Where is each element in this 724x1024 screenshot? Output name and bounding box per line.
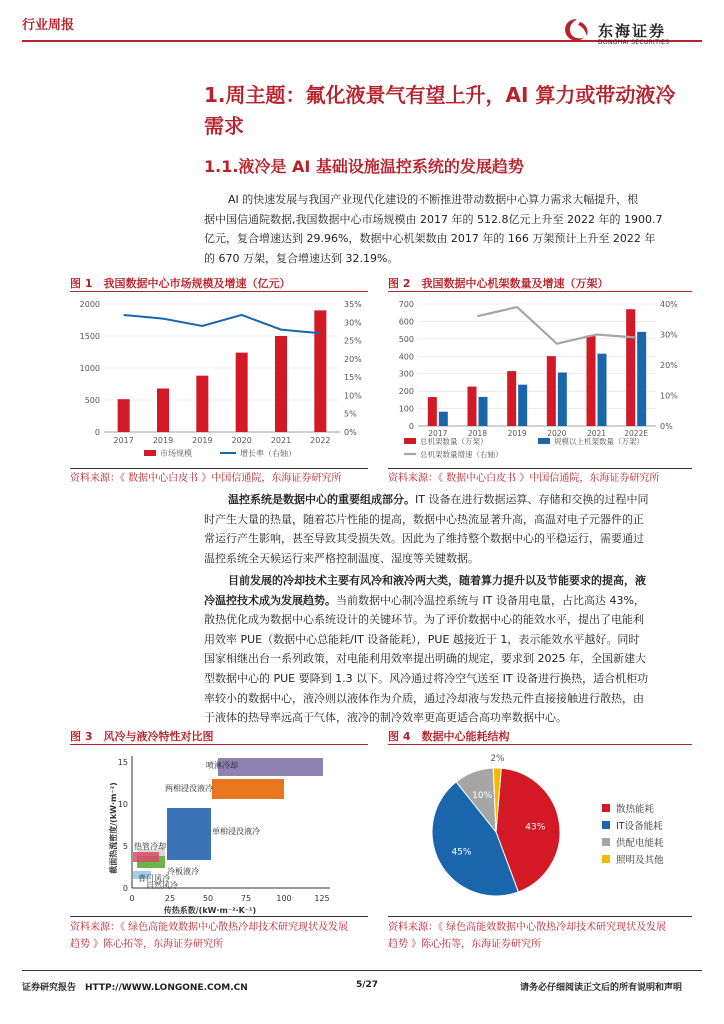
text-line: 型数据中心的 PUE 要降到 1.3 以下。风冷通过将冷空气送至 IT 设备进行换热，适合机柜功	[204, 671, 649, 685]
line-growth-rate	[124, 315, 321, 333]
figure2-rule	[388, 291, 692, 292]
figure2-chart	[388, 294, 692, 464]
y-tick: 2000	[79, 300, 100, 309]
legend-swatch-large	[538, 438, 550, 444]
legend-label-large: 规模以上机架数量（万架）	[554, 437, 644, 446]
logo-brand-cn: 东海证券	[598, 22, 667, 40]
legend-swatch-bar	[144, 450, 156, 456]
figure4-bottom-rule	[388, 916, 692, 917]
y2-tick: 5%	[344, 409, 357, 419]
legend-label: 照明及其他	[616, 855, 664, 866]
line-rack-growth	[478, 307, 637, 344]
label-single-phase: 单相浸没液冷	[212, 827, 260, 836]
figure4-rule	[388, 744, 692, 745]
y2-tick: 40%	[660, 300, 678, 309]
footer-rule	[22, 970, 702, 971]
figure4-chart	[388, 748, 692, 916]
bar-large-scale-racks	[598, 354, 607, 426]
paragraph-cooling	[204, 571, 692, 728]
x-axis-label: 传热系数/(kW·m⁻²·K⁻¹)	[163, 906, 257, 915]
text-line: 时产生大量的热量，随着芯片性能的提高，数据中心热流显著升高，高温对电子元器件的正	[204, 512, 644, 526]
text-line: 的 670 万架，复合增速达到 32.19%。	[204, 251, 399, 265]
x-tick: 75	[240, 894, 252, 903]
y2-tick: 10%	[344, 391, 362, 401]
y2-tick: 15%	[344, 373, 362, 383]
bar-total-racks	[547, 356, 556, 426]
y2-tick: 25%	[344, 336, 362, 346]
y2-tick: 0%	[660, 422, 673, 431]
pie-label: 43%	[525, 822, 546, 833]
text-line: 据中国信通院数据,我国数据中心市场规模由 2017 年的 512.8亿元上升至 2022 年的 1900.7	[204, 212, 663, 226]
y-axis-label: 截面热流密度/(kW·m⁻²)	[109, 782, 118, 874]
y2-tick: 0%	[344, 428, 357, 437]
y2-tick: 10%	[660, 391, 678, 401]
y-tick: 0	[408, 422, 414, 431]
bar-market-size	[275, 336, 287, 432]
label-two-phase: 两相浸没液冷	[165, 784, 213, 793]
y-tick: 5	[122, 842, 128, 851]
y-tick: 600	[398, 317, 414, 327]
text-line: 用效率 PUE（数据中心总能耗/IT 设备能耗），PUE 越接近于 1，表示能效水平越好。同时	[204, 632, 640, 646]
subsection-heading: 1.1.液冷是 AI 基础设施温控系统的发展趋势	[204, 157, 524, 176]
logo-brand-en: DONGHAI SECURITIES	[598, 39, 670, 46]
y-tick: 700	[398, 300, 414, 309]
text-line: 温控系统全天候运行来严格控制温度、湿度等关键数据。	[204, 551, 479, 565]
figure1-title: 图 1 我国数据中心市场规模及增速（亿元）	[70, 277, 291, 290]
x-tick: 2022E	[624, 429, 649, 438]
bar-total-racks	[468, 387, 477, 426]
x-tick: 125	[314, 894, 330, 903]
legend-label-line: 增长率（右轴）	[240, 449, 296, 458]
text-line: AI 的快速发展与我国产业现代化建设的不断推进带动数据中心算力需求大幅提升，根	[228, 193, 639, 206]
y2-tick: 20%	[660, 361, 678, 370]
y-tick: 0	[122, 884, 128, 893]
legend-swatch	[602, 855, 610, 863]
footer-disclaimer: 请务必仔细阅读正文后的所有说明和声明	[520, 983, 683, 993]
text-line: 散热优化成为数据中心系统设计的关键环节。为了评价数据中心的能效水平，提出了电能利	[204, 613, 644, 627]
source-line: 资料来源：《 绿色高能效数据中心散热冷却技术研究现状及发展	[70, 922, 349, 933]
paragraph-intro	[204, 190, 692, 268]
bar-large-scale-racks	[439, 412, 448, 426]
x-tick: 2017	[428, 429, 448, 438]
section-heading: 1.周主题：氟化液景气有望上升，AI 算力或带动液冷需求	[204, 83, 676, 138]
bar-market-size	[118, 399, 130, 432]
pie-label: 2%	[490, 754, 505, 765]
bar-total-racks	[507, 371, 516, 426]
bar-large-scale-racks	[479, 397, 488, 426]
figure2-title: 图 2 我国数据中心机架数量及增速（万架）	[388, 277, 609, 290]
x-tick: 2020	[547, 429, 567, 438]
figure4-source	[388, 919, 692, 953]
report-type-tag: 行业周报	[22, 18, 75, 33]
bar-large-scale-racks	[637, 332, 646, 426]
x-tick: 2019	[507, 429, 527, 438]
paragraph-thermal	[204, 490, 692, 568]
bar-market-size	[314, 310, 326, 432]
x-tick: 25	[164, 894, 176, 903]
legend-label: IT设备能耗	[616, 821, 663, 832]
x-tick: 2019	[152, 436, 174, 445]
y2-tick: 30%	[344, 318, 362, 328]
y2-tick: 35%	[344, 300, 362, 309]
y-tick: 1000	[79, 364, 100, 373]
figure3-title: 图 3 风冷与液冷特性对比图	[70, 730, 214, 743]
label-heat-pipe: 热管冷却	[134, 842, 166, 851]
figure2-bottom-rule	[388, 468, 692, 469]
figure3-chart	[70, 748, 368, 916]
figure3-rule	[70, 744, 368, 745]
bar-total-racks	[587, 335, 596, 426]
pie-label: 45%	[451, 847, 472, 858]
label-spray: 喷淋冷却	[206, 761, 238, 770]
legend-label-total: 总机架数量（万架）	[420, 437, 488, 446]
text-lead: 温控系统是数据中心的重要组成部分。	[228, 493, 415, 506]
x-tick: 0	[129, 894, 135, 903]
text-line: 亿元，复合增速达到 29.96%，数据中心机架数由 2017 年的 166 万架预计上升至 2022 年	[204, 232, 656, 246]
legend-swatch	[602, 821, 610, 829]
figure2-source: 资料来源：《 数据中心白皮书 》中国信通院，东海证券研究所	[388, 473, 660, 484]
x-tick: 100	[276, 894, 292, 903]
figure1-bottom-rule	[70, 468, 368, 469]
y-tick: 0	[94, 428, 100, 437]
y-tick: 10	[117, 800, 128, 809]
footer-site-link[interactable]: 证券研究报告 HTTP://WWW.LONGONE.COM.CN	[22, 983, 248, 993]
legend-label: 供配电能耗	[616, 838, 664, 849]
x-tick: 50	[202, 894, 214, 903]
x-tick: 2020	[231, 436, 252, 445]
text-line: 当前数据中心制冷温控系统与 IT 设备用电量，占比高达 43%，	[336, 593, 645, 607]
bar-market-size	[236, 353, 248, 432]
single-phase-immersion-region	[167, 808, 211, 860]
text-line: 常运行产生影响，甚至导致其受损失效。因此为了维持整个数据中心的平稳运行，需要通过	[204, 532, 644, 546]
bar-large-scale-racks	[558, 372, 567, 426]
label-cold-plate: 冷板液冷	[167, 867, 199, 876]
rear-door-region	[133, 852, 159, 862]
source-line: 资料来源：《 绿色高能效数据中心散热冷却技术研究现状及发展	[388, 922, 667, 933]
y-tick: 300	[398, 369, 414, 379]
source-line: 趋势 》陈心拓等，东海证券研究所	[388, 939, 542, 950]
text-lead: 目前发展的冷却技术主要有风冷和液冷两大类，随着算力提升以及节能要求的提高，液	[228, 574, 646, 587]
legend-swatch	[602, 804, 610, 812]
text-line: 率较小的数据中心，液冷则以液体作为介质，通过冷却液与发热元件直接接触进行散热，由	[204, 691, 644, 705]
label-natural-air: 自然风冷	[146, 881, 178, 890]
y2-tick: 30%	[660, 330, 678, 340]
y-tick: 400	[398, 352, 414, 362]
x-tick: 2018	[467, 429, 488, 438]
x-tick: 2022	[310, 436, 331, 445]
legend-swatch	[602, 838, 610, 846]
legend-swatch-total	[404, 438, 416, 444]
y-tick: 500	[398, 334, 414, 344]
figure3-source	[70, 919, 370, 953]
bar-market-size	[157, 388, 169, 432]
legend-label-growth: 总机架数量增速（右轴）	[420, 450, 503, 459]
x-tick: 2021	[270, 436, 292, 445]
page-number: 5/27	[356, 980, 379, 990]
x-tick: 2021	[586, 429, 607, 438]
y-tick: 200	[398, 387, 414, 397]
figure1-source: 资料来源：《 数据中心白皮书 》中国信通院，东海证券研究所	[70, 473, 342, 484]
x-tick: 2019	[192, 436, 213, 445]
y-tick: 100	[398, 404, 414, 414]
figure1-chart	[70, 294, 368, 464]
legend-label-bar: 市场规模	[160, 449, 192, 458]
legend-label: 散热能耗	[616, 804, 655, 815]
source-line: 趋势 》陈心拓等，东海证券研究所	[70, 939, 224, 950]
figure3-bottom-rule	[70, 916, 368, 917]
figure4-title: 图 4 数据中心能耗结构	[388, 730, 510, 743]
text-line: IT 设备在进行数据运算、存储和交换的过程中同	[415, 493, 649, 506]
bar-total-racks	[428, 397, 437, 426]
text-line: 于液体的热导率远高于气体，液冷的制冷效率更高更适合高功率数据中心。	[204, 711, 567, 725]
bar-market-size	[196, 376, 208, 432]
y2-tick: 20%	[344, 354, 362, 364]
text-line: 国家相继出台一系列政策，对电能利用效率提出明确的规定，要求到 2025 年，全国新建大	[204, 652, 646, 666]
x-tick: 2017	[113, 436, 134, 445]
two-phase-immersion-region	[212, 779, 284, 799]
pie-label: 10%	[472, 790, 493, 801]
label-rear-door: 背门风冷	[138, 874, 170, 883]
text-lead: 冷温控技术成为发展趋势。	[204, 593, 336, 607]
y-tick: 15	[117, 758, 128, 767]
bar-total-racks	[626, 309, 635, 426]
y-tick: 1500	[79, 332, 100, 341]
donghai-logo-icon	[560, 16, 594, 46]
figure1-rule	[70, 291, 368, 292]
bar-large-scale-racks	[518, 385, 527, 426]
y-tick: 500	[84, 396, 100, 405]
